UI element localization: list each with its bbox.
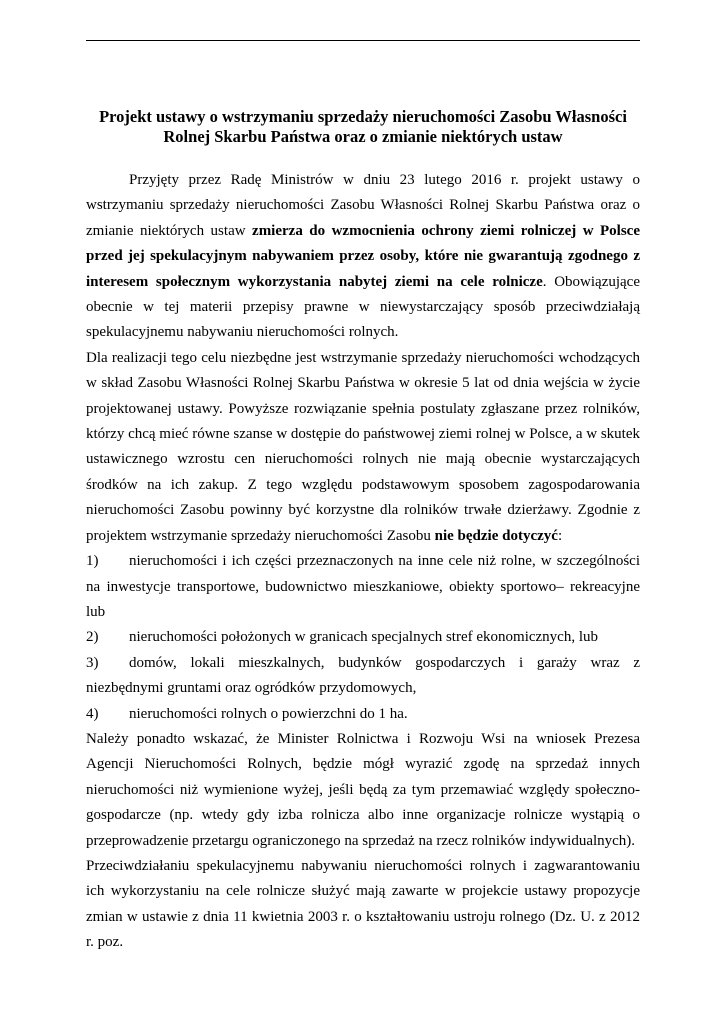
- goal-text-start: Dla realizacji tego celu niezbędne jest wstrzymanie sprzedaży nieruchomości wchodzących w skład Zasobu Własności Rolnej Skarbu Państwa w okresie 5 lat od dnia wejścia w życie projektowanej ustawy. Powyższe rozwiązanie spełnia postulaty zgłaszane przez rolników, którzy chcą mieć równe szanse w dostępie do państwowej ziemi rolnej w Polsce, a w skutek ustawicznego wzrostu cen nieruchomości rolnych nie mają obecnie wystarczających środków na ich zakup. Z tego względu podstawowym sposobem zagospodarowania nieruchomości Zasobu powinny być korzystne dla rolników trwałe dzierżawy. Zgodnie z projektem wstrzymanie sprzedaży nieruchomości Zasobu: [86, 349, 641, 544]
- paragraph-goal: [86, 346, 640, 549]
- goal-text-bold: nie będzie dotyczyć: [434, 527, 558, 544]
- header-rule: [86, 40, 640, 41]
- list-item-text: nieruchomości położonych w granicach specjalnych stref ekonomicznych, lub: [129, 629, 599, 646]
- intro-text-bold: zmierza do wzmocnienia ochrony ziemi rolniczej w Polsce przed jej spekulacyjnym nabywaniem przez osoby, które nie gwarantują zgodnego z interesem społecznym wykorzystania nabytej ziemi na cele rolnicze: [86, 222, 640, 290]
- list-item-number: 3): [86, 654, 99, 671]
- paragraph-minister-consent: Należy ponadto wskazać, że Minister Rolnictwa i Rozwoju Wsi na wniosek Prezesa Agencji Nieruchomości Rolnych, będzie mógł wyrazić zgodę na sprzedaż innych nieruchomości niż wymienione wyżej, jeśli będą za tym przemawiać względy społeczno-gospodarcze (np. wtedy gdy izba rolnicza albo inne organizacje rolnicze wystąpią o przeprowadzenie przetargu ograniczonego na sprzedaż na rzecz rolników indywidualnych).: [86, 730, 640, 849]
- goal-text-end: :: [557, 527, 563, 544]
- exceptions-list: [86, 549, 640, 727]
- list-item-number: 1): [86, 553, 99, 570]
- list-item-text: nieruchomości rolnych o powierzchni do 1 ha.: [129, 705, 408, 722]
- document-title: [86, 107, 640, 147]
- list-item-text: domów, lokali mieszkalnych, budynków gospodarczych i garaży wraz z niezbędnymi gruntami oraz ogródków przydomowych,: [86, 654, 640, 697]
- paragraph-intro: [86, 168, 640, 346]
- list-item-number: 2): [86, 629, 99, 646]
- paragraph-counteraction: Przeciwdziałaniu spekulacyjnemu nabywaniu nieruchomości rolnych i zagwarantowaniu ich wykorzystaniu na cele rolnicze służyć mają zawarte w projekcie ustawy propozycje zmian w ustawie z dnia 11 kwietnia 2003 r. o kształtowaniu ustroju rolnego (Dz. U. z 2012 r. poz.: [86, 857, 640, 951]
- list-item: [86, 625, 640, 650]
- list-item: [86, 702, 640, 727]
- list-item-number: 4): [86, 705, 99, 722]
- document-body: [86, 168, 640, 956]
- title-line-1: Projekt ustawy o wstrzymaniu sprzedaży nieruchomości Zasobu Własności: [99, 107, 627, 126]
- list-item-text: nieruchomości i ich części przeznaczonych na inne cele niż rolne, w szczególności na inwestycje transportowe, budownictwo mieszkaniowe, obiekty sportowo– rekreacyjne lub: [86, 553, 640, 620]
- intro-text-end: . Obowiązujące obecnie w tej materii przepisy prawne w niewystarczający sposób przeciwdziałają spekulacyjnemu nabywaniu nieruchomości rolnych.: [86, 273, 640, 341]
- intro-text-start: Przyjęty przez Radę Ministrów w dniu 23 lutego 2016 r. projekt ustawy o wstrzymaniu sprzedaży nieruchomości Zasobu Własności Rolnej Skarbu Państwa oraz o zmianie niektórych ustaw: [86, 172, 640, 239]
- title-line-2: Rolnej Skarbu Państwa oraz o zmianie niektórych ustaw: [163, 127, 563, 146]
- list-item: [86, 651, 640, 702]
- list-item: [86, 549, 640, 625]
